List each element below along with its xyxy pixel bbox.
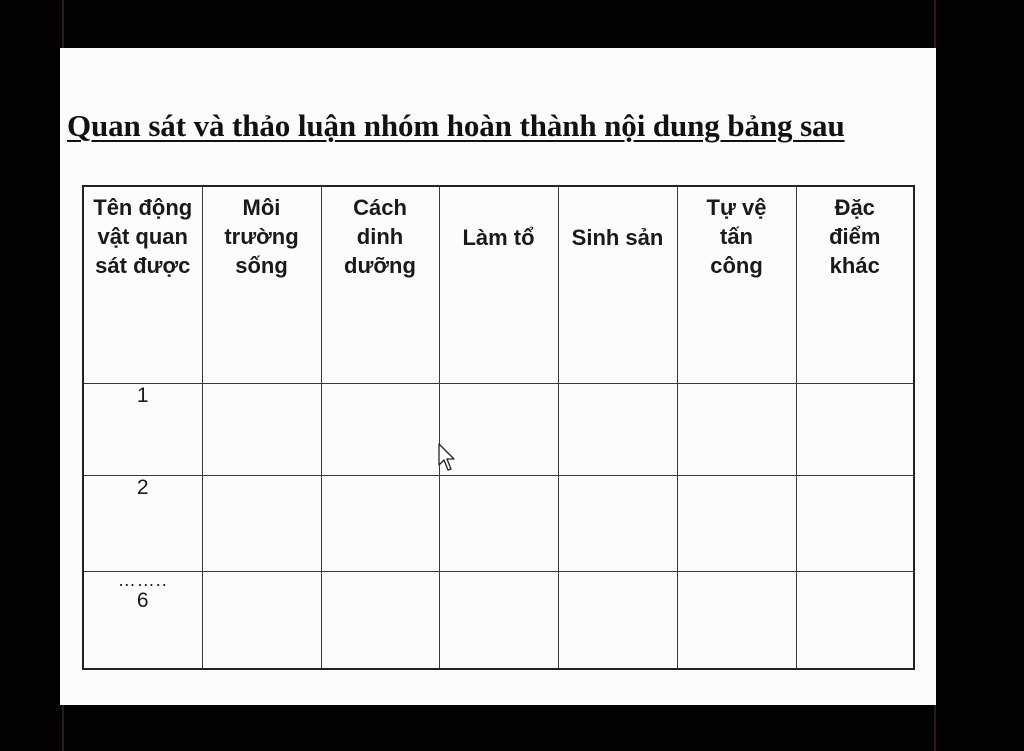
slide	[60, 48, 936, 705]
header-row	[83, 186, 914, 383]
header-animal-name: Tên động vật quan sát được	[83, 186, 202, 383]
header-defense-attack: Tự vệ tấn công	[677, 186, 796, 383]
row-ellipsis: ……..	[117, 569, 168, 590]
table-cell[interactable]	[321, 475, 439, 571]
table-cell[interactable]	[796, 571, 914, 669]
table-cell[interactable]	[321, 571, 439, 669]
table-cell[interactable]	[796, 383, 914, 475]
table-cell[interactable]	[439, 571, 558, 669]
table-cell[interactable]	[439, 475, 558, 571]
table-cell[interactable]	[558, 571, 677, 669]
table-cell[interactable]	[202, 571, 321, 669]
slide-title: Quan sát và thảo luận nhóm hoàn thành nội dung bảng sau	[67, 108, 845, 143]
row-label: 1	[83, 383, 202, 475]
table-cell[interactable]	[677, 475, 796, 571]
table-cell[interactable]	[202, 475, 321, 571]
header-habitat: Môi trường sống	[202, 186, 321, 383]
table-row	[83, 571, 914, 669]
table-cell[interactable]	[796, 475, 914, 571]
row-label: 2	[83, 475, 202, 571]
header-nesting: Làm tổ	[439, 186, 558, 383]
row-label-cell	[83, 571, 202, 669]
table-row	[83, 383, 914, 475]
table-cell[interactable]	[202, 383, 321, 475]
table-row	[83, 475, 914, 571]
mouse-pointer-icon	[438, 443, 458, 473]
table-cell[interactable]	[677, 383, 796, 475]
header-nutrition: Cách dinh dưỡng	[321, 186, 439, 383]
table-cell[interactable]	[558, 475, 677, 571]
header-other-traits: Đặc điểm khác	[796, 186, 914, 383]
table-cell[interactable]	[677, 571, 796, 669]
table-cell[interactable]	[321, 383, 439, 475]
table-cell[interactable]	[558, 383, 677, 475]
row-label: 6	[136, 588, 149, 612]
observation-table	[82, 185, 915, 670]
header-reproduction: Sinh sản	[558, 186, 677, 383]
